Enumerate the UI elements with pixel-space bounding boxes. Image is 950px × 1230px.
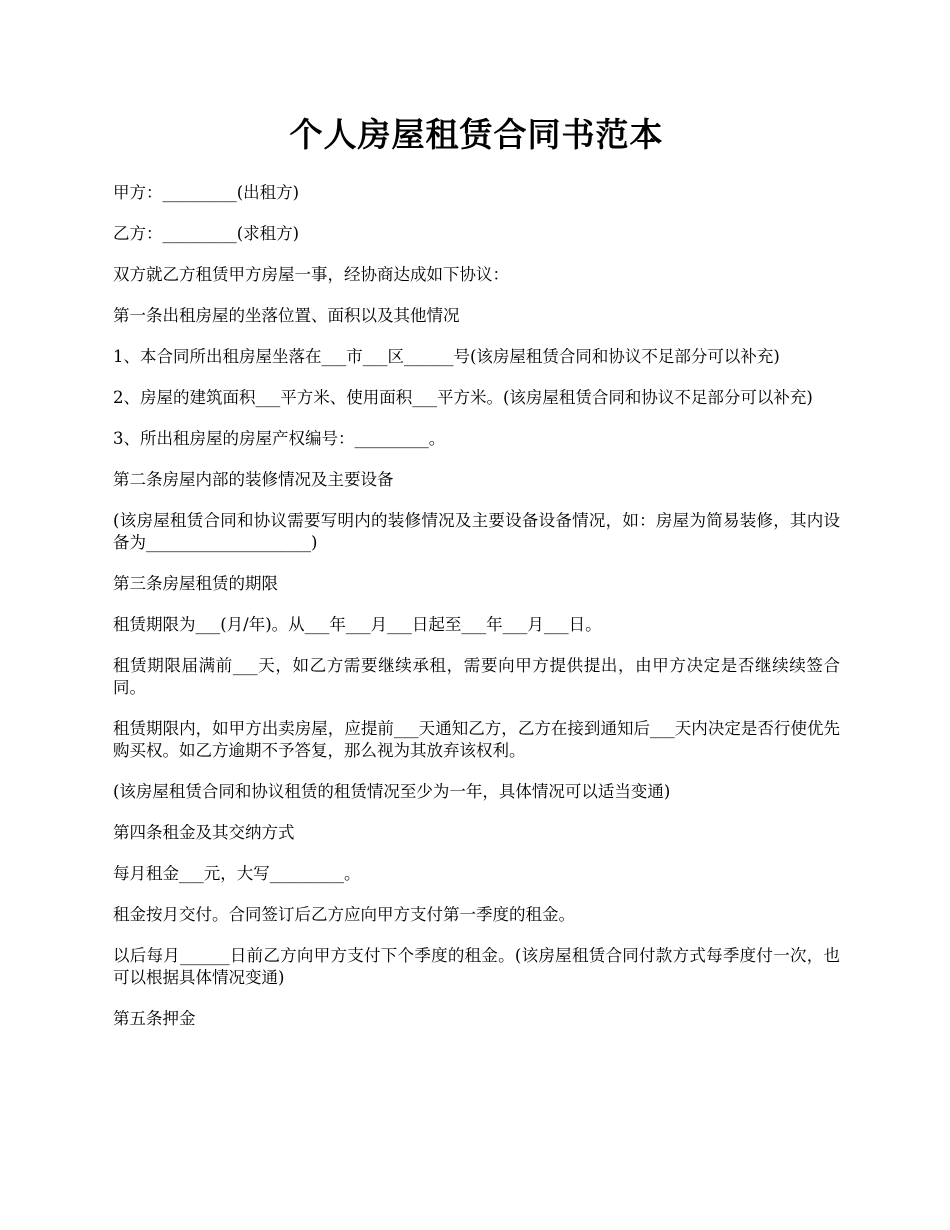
monthly-rent-line: 每月租金___元，大写_________。 xyxy=(113,864,361,883)
article-1-item-1: 1、本合同所出租房屋坐落在___市___区______号(该房屋租赁合同和协议不足部分可以补充) xyxy=(113,347,780,366)
party-a-line: 甲方：_________(出租方) xyxy=(113,183,300,202)
article-1-item-3: 3、所出租房屋的房屋产权编号：_________。 xyxy=(113,429,446,448)
lease-term-line: 租赁期限为___(月/年)。从___年___月___日起至___年___月___日。 xyxy=(113,615,602,634)
article-1-heading: 第一条出租房屋的坐落位置、面积以及其他情况 xyxy=(113,306,460,325)
article-3-note: (该房屋租赁合同和协议租赁的租赁情况至少为一年，具体情况可以适当变通) xyxy=(113,782,671,801)
agreement-intro: 双方就乙方租赁甲方房屋一事，经协商达成如下协议： xyxy=(113,265,509,284)
rent-payment-line: 租金按月交付。合同签订后乙方应向甲方支付第一季度的租金。 xyxy=(113,905,575,924)
article-4-heading: 第四条租金及其交纳方式 xyxy=(113,823,295,842)
lease-renewal-line: 租赁期限届满前___天，如乙方需要继续承租，需要向甲方提供提出，由甲方决定是否继续续签合同。 xyxy=(113,656,840,697)
rent-schedule-line: 以后每月______日前乙方向甲方支付下个季度的租金。(该房屋租赁合同付款方式每季度付一次，也可以根据具体情况变通) xyxy=(113,946,840,987)
article-3-heading: 第三条房屋租赁的期限 xyxy=(113,574,278,593)
preemptive-right-line: 租赁期限内，如甲方出卖房屋，应提前___天通知乙方，乙方在接到通知后___天内决定是否行使优先购买权。如乙方逾期不予答复，那么视为其放弃该权利。 xyxy=(113,719,840,760)
article-1-item-2: 2、房屋的建筑面积___平方米、使用面积___平方米。(该房屋租赁合同和协议不足部分可以补充) xyxy=(113,388,813,407)
party-b-line: 乙方：_________(求租方) xyxy=(113,224,300,243)
document-title: 个人房屋租赁合同书范本 xyxy=(289,115,664,154)
article-2-heading: 第二条房屋内部的装修情况及主要设备 xyxy=(113,470,394,489)
article-5-heading: 第五条押金 xyxy=(113,1009,196,1028)
article-2-note: (该房屋租赁合同和协议需要写明内的装修情况及主要设备设备情况，如：房屋为简易装修，其内设备为____________________) xyxy=(113,511,840,552)
